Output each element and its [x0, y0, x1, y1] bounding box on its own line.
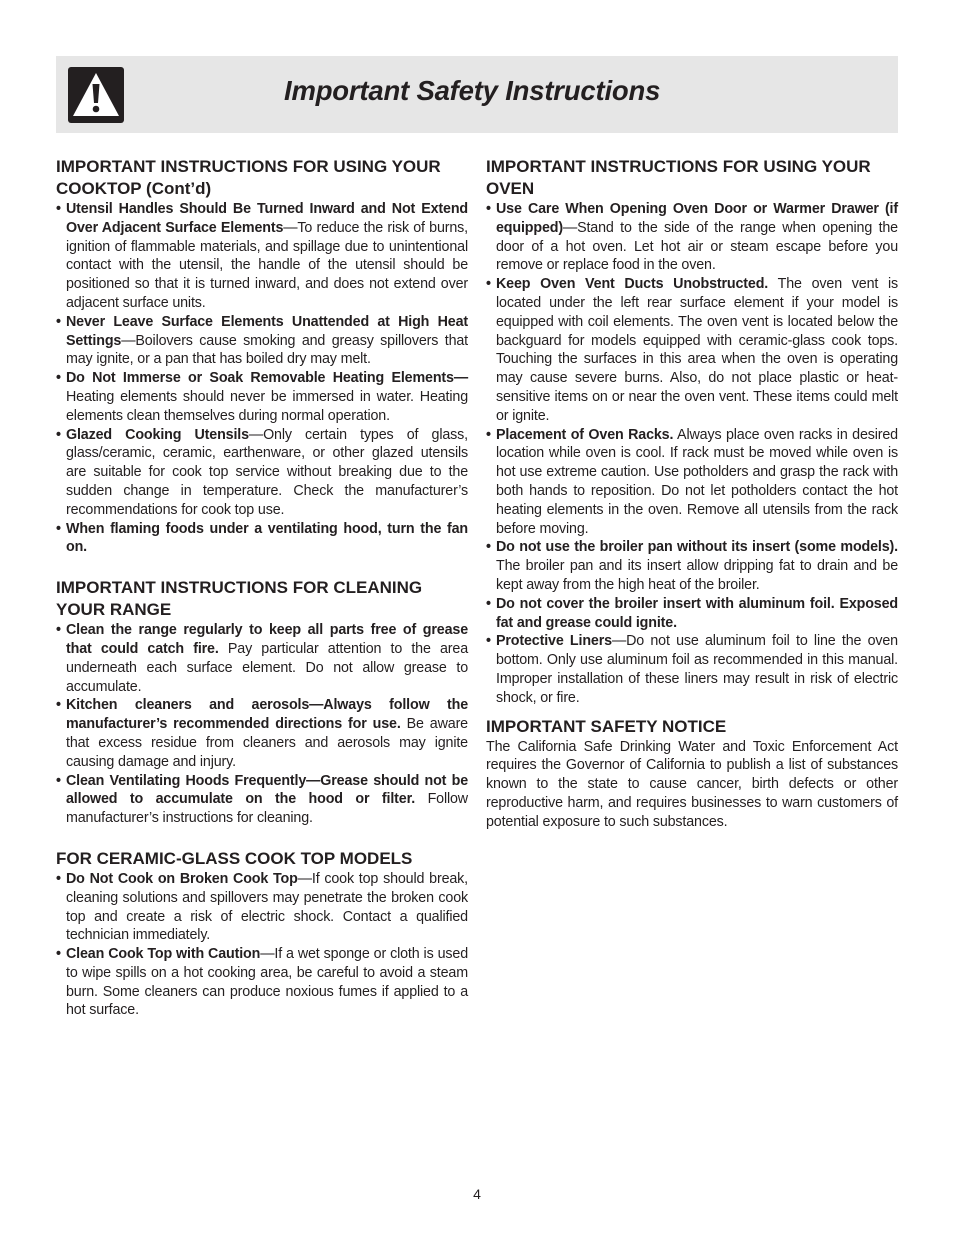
- list-item: [486, 632, 898, 707]
- item-body: Follow manufacturer’s instructions for cleaning.: [66, 791, 468, 827]
- item-body: —If cook top should break, cleaning solutions and spillovers may penetrate the broken cook top and create a risk of electric shock. Contact a qualified technician immediately.: [66, 870, 468, 944]
- safety-notice-section: [486, 716, 898, 832]
- item-body: —Stand to the side of the range when opening the door of a hot oven. Let hot air or steam escape before you remove or replace food in the oven.: [496, 219, 898, 274]
- ceramic-section: [56, 848, 468, 1020]
- list-item: [56, 426, 468, 520]
- item-lead: Clean Ventilating Hoods Frequently—Grease should not be allowed to accumulate on the hood or filter.: [66, 772, 468, 808]
- list-item: [486, 200, 898, 275]
- item-body: Always place oven racks in desired location while oven is cool. If rack must be moved while oven is hot use extreme caution. Use potholders and grasp the rack with both hands to reposition. Do not let potholders contact the hot heating elements in the oven. Remove all utensils from the rack before moving.: [496, 426, 898, 537]
- list-item: [56, 369, 468, 425]
- oven-list: [486, 200, 898, 708]
- item-lead: Use Care When Opening Oven Door or Warmer Drawer (if equipped): [496, 201, 898, 236]
- item-body: —To reduce the risk of burns, ignition of flammable materials, and spillage due to unintentional contact with the utensil, the handle of the utensil should be positioned so that it is turned inward, and does not extend over adjacent surface units.: [66, 219, 469, 311]
- list-item: [56, 520, 468, 558]
- item-body: Heating elements should never be immersed in water. Heating elements clean themselves during normal operation.: [66, 388, 468, 424]
- item-lead: Keep Oven Vent Ducts Unobstructed.: [496, 276, 769, 293]
- item-lead: Clean Cook Top with Caution: [66, 946, 261, 963]
- item-lead: Do not cover the broiler insert with aluminum foil. Exposed fat and grease could ignite.: [496, 595, 898, 631]
- ceramic-heading: FOR CERAMIC-GLASS COOK TOP MODELS: [56, 848, 413, 868]
- item-body: —Only certain types of glass, glass/ceramic, ceramic, earthenware, or other glazed utensils are suitable for cook top service without breaking due to the sudden change in temperature. Check the manufacturer’s recommendations for cook top use.: [66, 426, 468, 518]
- item-lead: Do Not Immerse or Soak Removable Heating Elements—: [66, 370, 468, 387]
- list-item: [56, 621, 468, 696]
- item-lead: Protective Liners: [496, 633, 612, 650]
- list-item: [56, 200, 468, 313]
- cleaning-heading: IMPORTANT INSTRUCTIONS FOR CLEANING YOUR RANGE: [56, 578, 423, 620]
- item-body: The broiler pan and its insert allow dripping fat to drain and be kept away from the high heat of the broiler.: [496, 558, 898, 593]
- cooktop-section: [56, 156, 468, 557]
- cooktop-heading: IMPORTANT INSTRUCTIONS FOR USING YOUR COOKTOP (Cont’d): [56, 157, 441, 198]
- item-lead: Do Not Cook on Broken Cook Top: [66, 870, 298, 887]
- item-lead: Clean the range regularly to keep all parts free of grease that could catch fire.: [66, 622, 468, 657]
- list-item: [56, 772, 468, 828]
- page-number: 4: [473, 1186, 481, 1202]
- list-item: [56, 870, 468, 945]
- list-item: [486, 275, 898, 425]
- list-item: [486, 426, 898, 539]
- page-title: Important Safety Instructions: [284, 75, 661, 106]
- item-lead: Utensil Handles Should Be Turned Inward and Not Extend Over Adjacent Surface Elements: [66, 201, 468, 236]
- left-column: [56, 156, 468, 1020]
- right-column: [486, 156, 898, 832]
- item-lead: When flaming foods under a ventilating hood, turn the fan on.: [66, 520, 468, 556]
- item-body: —Boilovers cause smoking and greasy spillovers that may ignite, or a pan that has boiled dry may melt.: [66, 332, 468, 368]
- item-lead: Placement of Oven Racks.: [496, 426, 674, 443]
- cleaning-section: [56, 577, 468, 828]
- cooktop-list: [56, 200, 468, 557]
- oven-heading: IMPORTANT INSTRUCTIONS FOR USING YOUR OVEN: [486, 157, 871, 198]
- item-body: Pay particular attention to the area underneath each surface element. Do not allow grease to accumulate.: [66, 640, 469, 695]
- item-body: The oven vent is located under the left rear surface element if your model is equipped with coil elements. The oven vent is located below the backguard for models equipped with ceramic-glass cook tops. Touching the surfaces in this area when the oven is operating may cause severe burns. Also, do not place plastic or heat-sensitive items on or near the oven vent. These items could melt or ignite.: [496, 276, 898, 424]
- item-body: —Do not use aluminum foil to line the oven bottom. Only use aluminum foil as recommended in this manual. Improper installation of these liners may result in risk of electric shock, or fire.: [496, 633, 898, 706]
- safety-notice-heading: IMPORTANT SAFETY NOTICE: [486, 716, 727, 736]
- safety-notice-text: The California Safe Drinking Water and Toxic Enforcement Act requires the Governor of California to publish a list of substances known to the state to cause cancer, birth defects or other reproductive harm, and requires businesses to warn customers of potential exposure to such substances.: [486, 738, 898, 830]
- header-banner: [56, 56, 898, 133]
- item-lead: Kitchen cleaners and aerosols—Always follow the manufacturer’s recommended directions for use.: [66, 697, 468, 733]
- list-item: [56, 313, 468, 369]
- oven-section: [486, 156, 898, 708]
- item-lead: Never Leave Surface Elements Unattended at High Heat Settings: [66, 313, 468, 349]
- item-body: Be aware that excess residue from cleaners and aerosols may ignite causing damage and injury.: [66, 716, 468, 770]
- list-item: [56, 945, 468, 1020]
- item-lead: Do not use the broiler pan without its insert (some models).: [496, 539, 898, 556]
- list-item: [486, 538, 898, 594]
- list-item: [56, 696, 468, 771]
- list-item: [486, 595, 898, 633]
- item-lead: Glazed Cooking Utensils: [66, 426, 249, 443]
- ceramic-list: [56, 870, 468, 1020]
- cleaning-list: [56, 621, 468, 828]
- item-body: —If a wet sponge or cloth is used to wipe spills on a hot cooking area, be careful to avoid a steam burn. Some cleaners can produce noxious fumes if applied to a hot surface.: [66, 946, 468, 1019]
- warning-icon: [68, 67, 124, 123]
